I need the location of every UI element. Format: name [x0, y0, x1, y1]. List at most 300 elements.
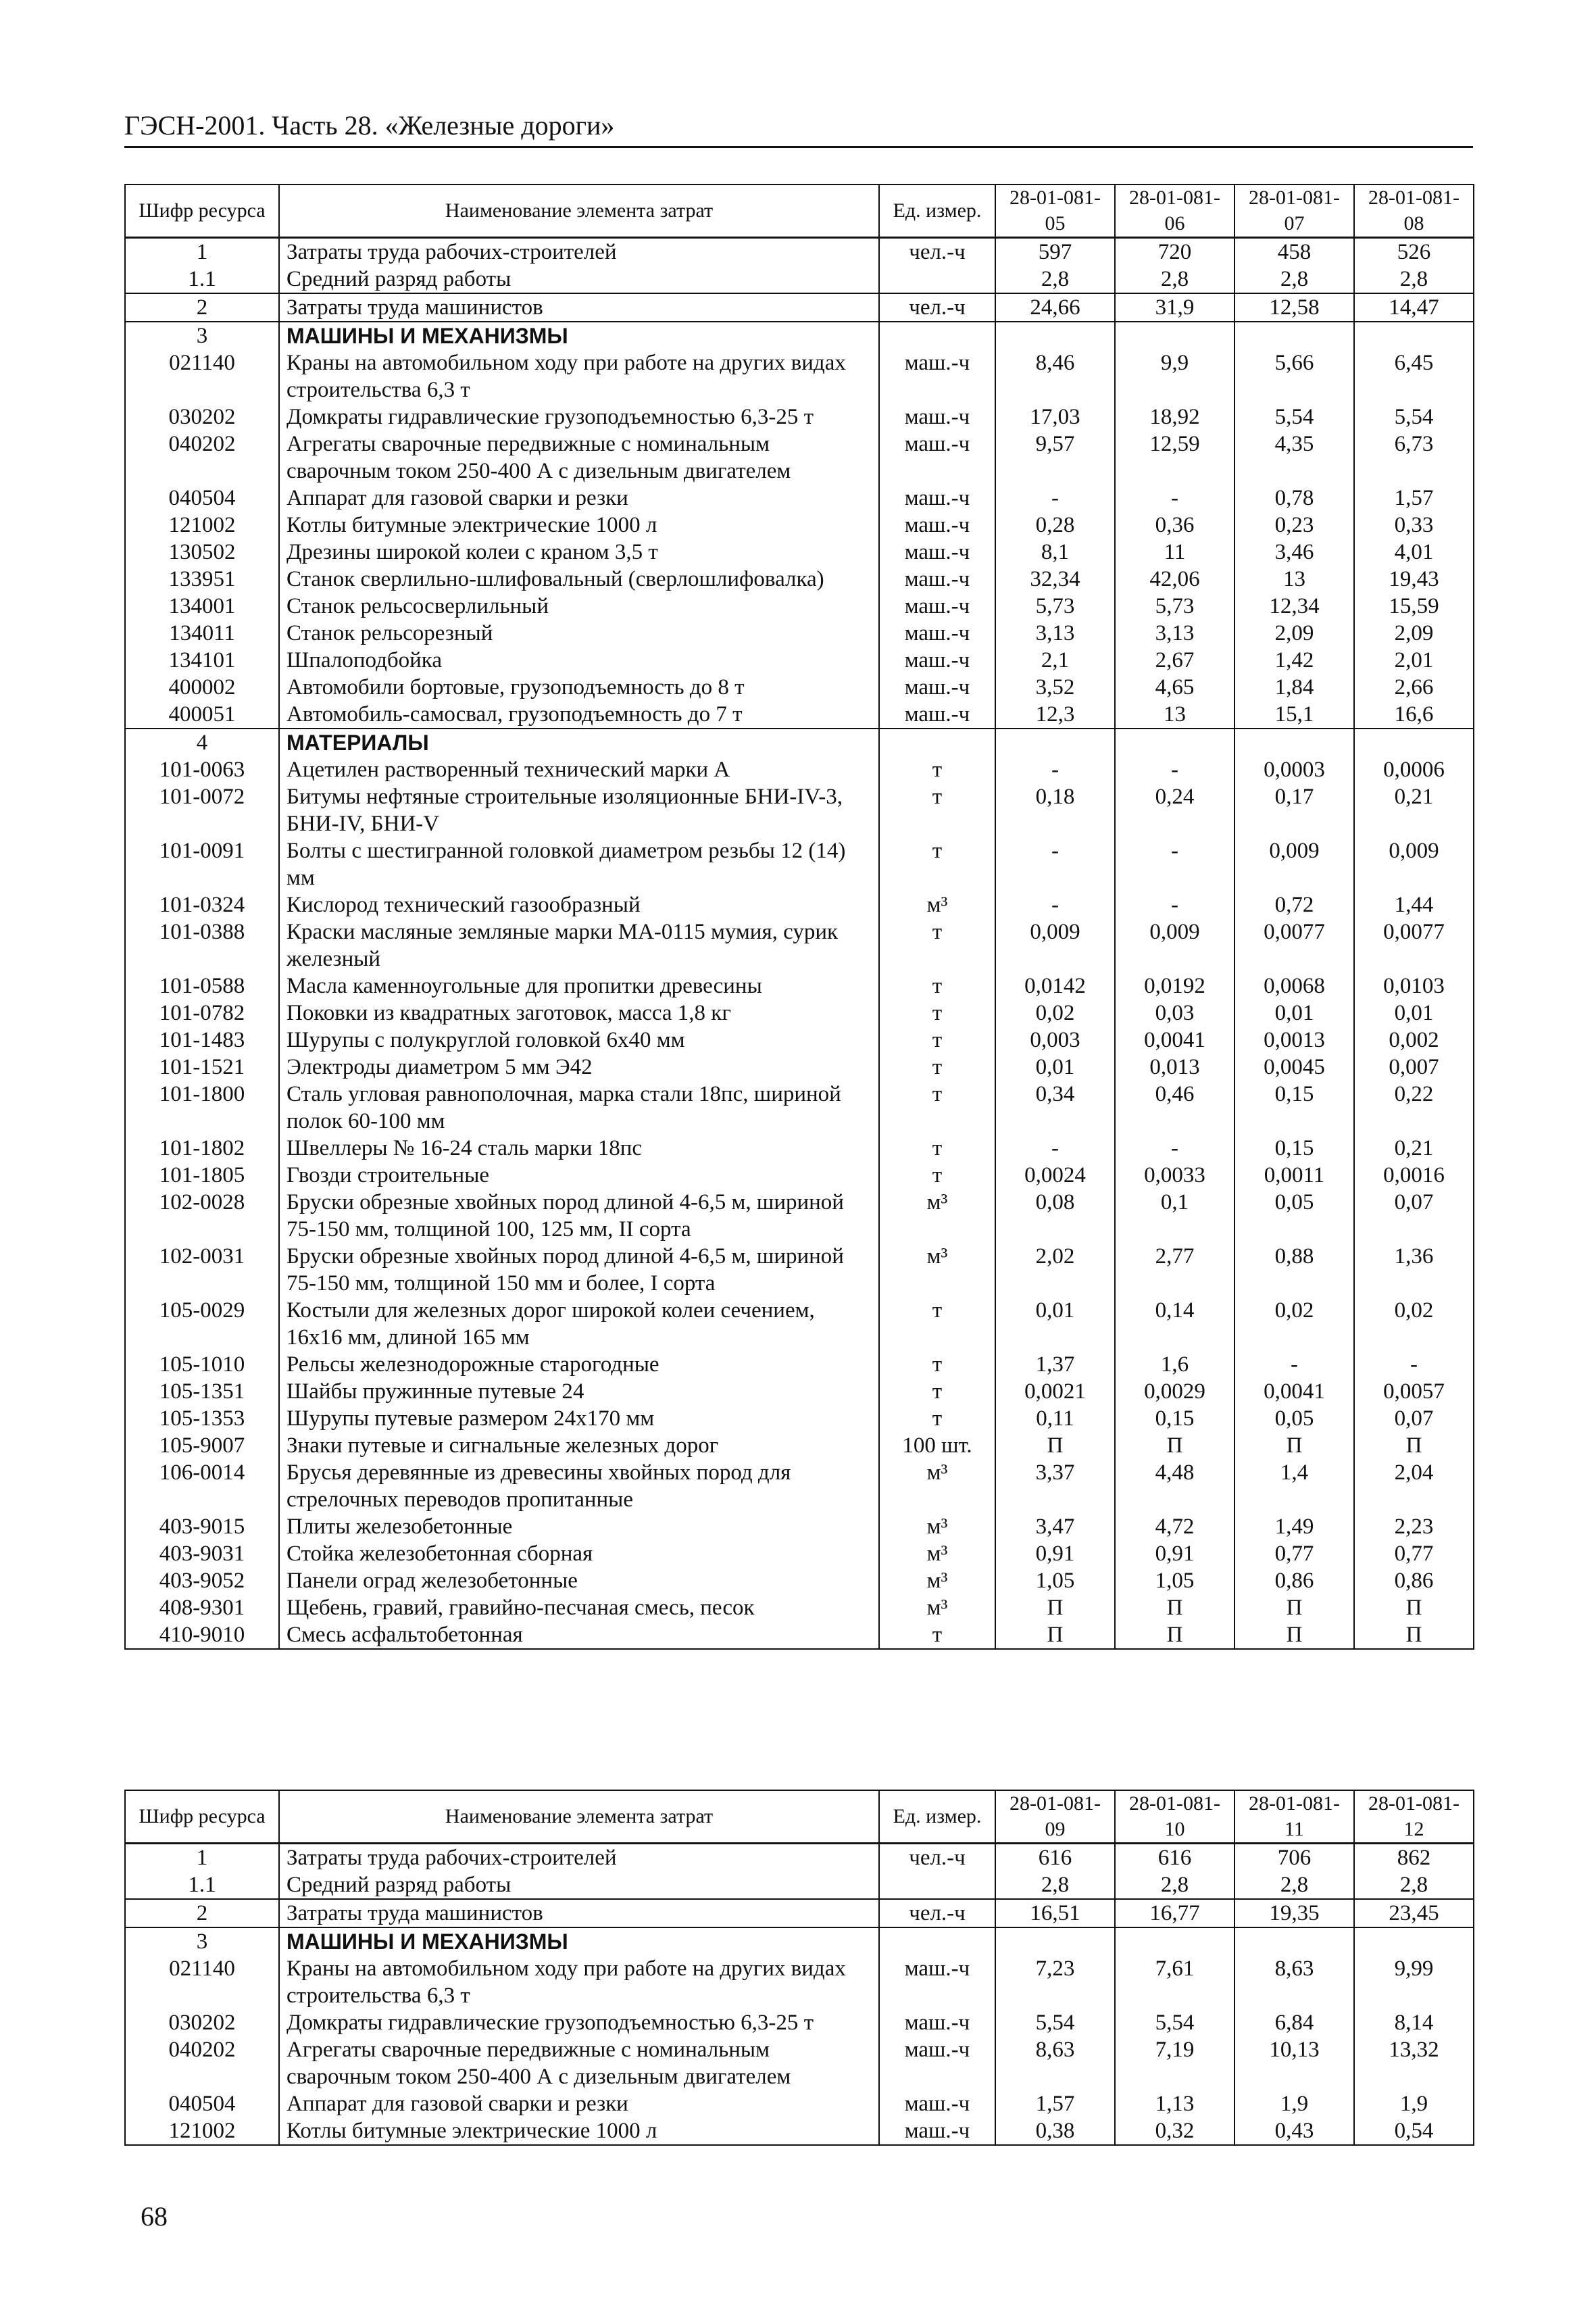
unit: маш.-ч	[879, 2009, 995, 2036]
norm-value	[1235, 729, 1354, 756]
norm-value: 2,8	[1354, 1871, 1474, 1899]
norm-value: 24,66	[995, 293, 1115, 322]
norm-value: 0,91	[995, 1540, 1115, 1567]
cost-item-name: Затраты труда машинистов	[279, 293, 879, 322]
table-row	[125, 1243, 1474, 1297]
norm-value: 0,0057	[1354, 1378, 1474, 1405]
norm-value: 458	[1235, 238, 1354, 266]
norm-value: -	[995, 485, 1115, 512]
table-row	[125, 1351, 1474, 1378]
norm-value: 1,9	[1235, 2090, 1354, 2117]
cost-item-name: Станок рельсорезный	[279, 620, 879, 647]
norm-value: 0,07	[1354, 1189, 1474, 1243]
norm-value: 4,48	[1115, 1459, 1235, 1513]
norm-value: 0,0033	[1115, 1162, 1235, 1189]
norm-value: 616	[1115, 1844, 1235, 1872]
table-row	[125, 1871, 1474, 1899]
norm-value: 2,1	[995, 647, 1115, 674]
header-col-4: 28-01-081-08	[1354, 184, 1474, 238]
norm-value: 1,05	[995, 1567, 1115, 1594]
norm-value: 0,05	[1235, 1405, 1354, 1432]
cost-item-name: Станок сверлильно-шлифовальный (сверлошлифовалка)	[279, 566, 879, 593]
norm-value: 0,0041	[1115, 1027, 1235, 1054]
resource-code: 040202	[125, 2036, 279, 2090]
unit: маш.-ч	[879, 2036, 995, 2090]
table-row	[125, 512, 1474, 539]
norm-value: 597	[995, 238, 1115, 266]
table-row	[125, 701, 1474, 729]
resource-code: 105-9007	[125, 1432, 279, 1459]
resource-code: 121002	[125, 2117, 279, 2145]
unit: т	[879, 1621, 995, 1649]
cost-item-name: Битумы нефтяные строительные изоляционные БНИ-IV-3, БНИ-IV, БНИ-V	[279, 783, 879, 837]
unit: маш.-ч	[879, 2117, 995, 2145]
norm-value: 0,46	[1115, 1081, 1235, 1135]
norm-value: 0,01	[1354, 1000, 1474, 1027]
header-col-2: 28-01-081-06	[1115, 184, 1235, 238]
norm-value: 0,77	[1354, 1540, 1474, 1567]
table-row	[125, 1054, 1474, 1081]
unit	[879, 1871, 995, 1899]
unit	[879, 322, 995, 349]
resource-code: 101-1800	[125, 1081, 279, 1135]
cost-item-name: Швеллеры № 16-24 сталь марки 18пс	[279, 1135, 879, 1162]
resource-code: 101-0063	[125, 756, 279, 783]
norm-value: 862	[1354, 1844, 1474, 1872]
norm-value: 9,57	[995, 430, 1115, 485]
norm-value: 10,13	[1235, 2036, 1354, 2090]
unit: т	[879, 1027, 995, 1054]
resource-code: 102-0028	[125, 1189, 279, 1243]
norm-value: 1,57	[995, 2090, 1115, 2117]
norm-value: 0,0103	[1354, 973, 1474, 1000]
cost-item-name: Домкраты гидравлические грузоподъемностью 6,3-25 т	[279, 2009, 879, 2036]
norm-value: 2,67	[1115, 647, 1235, 674]
unit: маш.-ч	[879, 485, 995, 512]
unit: м³	[879, 1513, 995, 1540]
resource-table-1	[124, 184, 1474, 1650]
unit: т	[879, 1297, 995, 1351]
norm-value: 0,0006	[1354, 756, 1474, 783]
norm-value: -	[995, 1135, 1115, 1162]
unit: т	[879, 1378, 995, 1405]
resource-code: 030202	[125, 2009, 279, 2036]
norm-value: 0,72	[1235, 891, 1354, 918]
resource-code: 105-0029	[125, 1297, 279, 1351]
norm-value: 616	[995, 1844, 1115, 1872]
unit: чел.-ч	[879, 1899, 995, 1927]
norm-value: 0,0077	[1354, 918, 1474, 973]
norm-value	[1115, 322, 1235, 349]
norm-value: 0,14	[1115, 1297, 1235, 1351]
unit: т	[879, 1162, 995, 1189]
norm-value: 19,35	[1235, 1899, 1354, 1927]
norm-value: 0,28	[995, 512, 1115, 539]
norm-value: 0,0142	[995, 973, 1115, 1000]
resource-code: 040504	[125, 485, 279, 512]
norm-value: 1,13	[1115, 2090, 1235, 2117]
resource-code: 2	[125, 293, 279, 322]
norm-value: -	[995, 756, 1115, 783]
norm-value: 13,32	[1354, 2036, 1474, 2090]
norm-value: 0,0192	[1115, 973, 1235, 1000]
norm-value: 16,51	[995, 1899, 1115, 1927]
norm-value: 5,54	[1115, 2009, 1235, 2036]
norm-value	[1354, 1927, 1474, 1955]
norm-value: 16,77	[1115, 1899, 1235, 1927]
norm-value: -	[995, 891, 1115, 918]
resource-code: 410-9010	[125, 1621, 279, 1649]
table-row	[125, 349, 1474, 403]
unit: маш.-ч	[879, 674, 995, 701]
norm-value: 0,009	[1354, 837, 1474, 891]
norm-value: 5,54	[1354, 403, 1474, 430]
resource-code: 101-0324	[125, 891, 279, 918]
resource-code: 403-9052	[125, 1567, 279, 1594]
resource-code: 105-1353	[125, 1405, 279, 1432]
resource-code: 101-1483	[125, 1027, 279, 1054]
norm-value: 0,013	[1115, 1054, 1235, 1081]
norm-value: 2,8	[1115, 1871, 1235, 1899]
norm-value: 3,13	[1115, 620, 1235, 647]
cost-item-name: Автомобили бортовые, грузоподъемность до 8 т	[279, 674, 879, 701]
unit: маш.-ч	[879, 349, 995, 403]
header-unit: Ед. измер.	[879, 1790, 995, 1844]
norm-value: 42,06	[1115, 566, 1235, 593]
unit: чел.-ч	[879, 293, 995, 322]
header-col-2: 28-01-081-10	[1115, 1790, 1235, 1844]
table-row	[125, 1844, 1474, 1872]
resource-code: 105-1010	[125, 1351, 279, 1378]
norm-value: 0,15	[1115, 1405, 1235, 1432]
unit: маш.-ч	[879, 2090, 995, 2117]
header-name: Наименование элемента затрат	[279, 1790, 879, 1844]
norm-value: 8,63	[995, 2036, 1115, 2090]
table-row	[125, 1459, 1474, 1513]
resource-code: 101-1802	[125, 1135, 279, 1162]
norm-value: 2,8	[995, 1871, 1115, 1899]
resource-code: 101-1805	[125, 1162, 279, 1189]
unit: м³	[879, 1567, 995, 1594]
norm-value: -	[1115, 891, 1235, 918]
norm-value: 0,91	[1115, 1540, 1235, 1567]
cost-item-name: Затраты труда рабочих-строителей	[279, 238, 879, 266]
norm-value: 1,37	[995, 1351, 1115, 1378]
norm-value: 0,02	[995, 1000, 1115, 1027]
unit: т	[879, 973, 995, 1000]
resource-code: 403-9031	[125, 1540, 279, 1567]
resource-code: 101-0782	[125, 1000, 279, 1027]
norm-value: 6,45	[1354, 349, 1474, 403]
table-row	[125, 674, 1474, 701]
header-col-3: 28-01-081-07	[1235, 184, 1354, 238]
norm-value: 3,37	[995, 1459, 1115, 1513]
table-header-row	[125, 184, 1474, 238]
table-row	[125, 1955, 1474, 2009]
unit: т	[879, 837, 995, 891]
cost-item-name: Гвозди строительные	[279, 1162, 879, 1189]
cost-item-name: Автомобиль-самосвал, грузоподъемность до 7 т	[279, 701, 879, 729]
unit: т	[879, 1135, 995, 1162]
norm-value: П	[1354, 1432, 1474, 1459]
header-col-1: 28-01-081-05	[995, 184, 1115, 238]
norm-value: 1,49	[1235, 1513, 1354, 1540]
table-header-row	[125, 1790, 1474, 1844]
norm-value: 0,01	[1235, 1000, 1354, 1027]
unit: т	[879, 1351, 995, 1378]
cost-item-name: Шурупы с полукруглой головкой 6х40 мм	[279, 1027, 879, 1054]
norm-value	[1235, 322, 1354, 349]
norm-value: 8,1	[995, 539, 1115, 566]
unit: м³	[879, 1189, 995, 1243]
unit: маш.-ч	[879, 430, 995, 485]
resource-code: 040504	[125, 2090, 279, 2117]
resource-code: 021140	[125, 1955, 279, 2009]
norm-value: 31,9	[1115, 293, 1235, 322]
page-number: 68	[141, 2201, 168, 2232]
norm-value: 0,009	[1115, 918, 1235, 973]
norm-value: 0,54	[1354, 2117, 1474, 2145]
norm-value: 0,86	[1354, 1567, 1474, 1594]
table-row	[125, 1189, 1474, 1243]
unit: т	[879, 756, 995, 783]
norm-value: 2,8	[995, 266, 1115, 293]
norm-value: 1,84	[1235, 674, 1354, 701]
cost-item-name: Краны на автомобильном ходу при работе на других видах строительства 6,3 т	[279, 1955, 879, 2009]
norm-value: -	[1235, 1351, 1354, 1378]
cost-item-name: Плиты железобетонные	[279, 1513, 879, 1540]
norm-value: 0,11	[995, 1405, 1115, 1432]
norm-value: П	[1235, 1621, 1354, 1649]
table-row	[125, 1540, 1474, 1567]
unit: м³	[879, 1540, 995, 1567]
cost-item-name: Станок рельсосверлильный	[279, 593, 879, 620]
norm-value: 32,34	[995, 566, 1115, 593]
unit: маш.-ч	[879, 512, 995, 539]
norm-value: 0,0024	[995, 1162, 1115, 1189]
norm-value: 0,78	[1235, 485, 1354, 512]
cost-item-name: Костыли для железных дорог широкой колеи сечением, 16х16 мм, длиной 165 мм	[279, 1297, 879, 1351]
table-row	[125, 593, 1474, 620]
cost-item-name: Аппарат для газовой сварки и резки	[279, 485, 879, 512]
header-name: Наименование элемента затрат	[279, 184, 879, 238]
norm-value: 0,21	[1354, 1135, 1474, 1162]
norm-value: 2,66	[1354, 674, 1474, 701]
table-row	[125, 2009, 1474, 2036]
norm-value: 0,0021	[995, 1378, 1115, 1405]
resource-code: 1.1	[125, 1871, 279, 1899]
norm-value: 0,01	[995, 1054, 1115, 1081]
norm-value: П	[1354, 1594, 1474, 1621]
norm-value: П	[1115, 1432, 1235, 1459]
unit: т	[879, 918, 995, 973]
norm-value: П	[1354, 1621, 1474, 1649]
cost-item-name: МАТЕРИАЛЫ	[279, 729, 879, 756]
cost-item-name: Знаки путевые и сигнальные железных дорог	[279, 1432, 879, 1459]
norm-value: 23,45	[1354, 1899, 1474, 1927]
resource-code: 1	[125, 1844, 279, 1872]
norm-value: 2,01	[1354, 647, 1474, 674]
norm-value: 7,19	[1115, 2036, 1235, 2090]
header-col-1: 28-01-081-09	[995, 1790, 1115, 1844]
norm-value	[1354, 729, 1474, 756]
norm-value: 4,72	[1115, 1513, 1235, 1540]
table-row	[125, 539, 1474, 566]
resource-code: 133951	[125, 566, 279, 593]
table-row	[125, 430, 1474, 485]
norm-value: 0,003	[995, 1027, 1115, 1054]
norm-value: 0,88	[1235, 1243, 1354, 1297]
norm-value: 15,1	[1235, 701, 1354, 729]
cost-item-name: Рельсы железнодорожные старогодные	[279, 1351, 879, 1378]
norm-value: 12,59	[1115, 430, 1235, 485]
unit: т	[879, 1081, 995, 1135]
norm-value: 0,0045	[1235, 1054, 1354, 1081]
norm-value: 5,66	[1235, 349, 1354, 403]
norm-value	[995, 1927, 1115, 1955]
norm-value: 0,34	[995, 1081, 1115, 1135]
norm-value: 0,38	[995, 2117, 1115, 2145]
norm-value: -	[995, 837, 1115, 891]
cost-item-name: Масла каменноугольные для пропитки древесины	[279, 973, 879, 1000]
resource-code: 021140	[125, 349, 279, 403]
table-row	[125, 918, 1474, 973]
unit: т	[879, 1000, 995, 1027]
norm-value: 0,07	[1354, 1405, 1474, 1432]
table-row	[125, 1405, 1474, 1432]
cost-item-name: Затраты труда рабочих-строителей	[279, 1844, 879, 1872]
cost-item-name: Краны на автомобильном ходу при работе на других видах строительства 6,3 т	[279, 349, 879, 403]
unit: 100 шт.	[879, 1432, 995, 1459]
cost-item-name: Агрегаты сварочные передвижные с номинальным сварочным током 250-400 А с дизельным двигателем	[279, 2036, 879, 2090]
norm-value: 0,007	[1354, 1054, 1474, 1081]
resource-code: 101-0072	[125, 783, 279, 837]
resource-code: 101-0388	[125, 918, 279, 973]
header-col-3: 28-01-081-11	[1235, 1790, 1354, 1844]
cost-item-name: Котлы битумные электрические 1000 л	[279, 2117, 879, 2145]
resource-code: 102-0031	[125, 1243, 279, 1297]
norm-value: 0,0041	[1235, 1378, 1354, 1405]
table-row	[125, 1432, 1474, 1459]
cost-item-name: Агрегаты сварочные передвижные с номинальным сварочным током 250-400 А с дизельным двигателем	[279, 430, 879, 485]
resource-code: 1	[125, 238, 279, 266]
norm-value: 2,8	[1354, 266, 1474, 293]
norm-value: 0,0003	[1235, 756, 1354, 783]
table-row	[125, 647, 1474, 674]
resource-code: 130502	[125, 539, 279, 566]
norm-value: -	[1115, 837, 1235, 891]
norm-value: 0,0011	[1235, 1162, 1354, 1189]
norm-value	[1115, 1927, 1235, 1955]
norm-value: 13	[1115, 701, 1235, 729]
norm-value: 1,42	[1235, 647, 1354, 674]
norm-value: 12,34	[1235, 593, 1354, 620]
norm-value: П	[1115, 1594, 1235, 1621]
norm-value: 0,009	[1235, 837, 1354, 891]
norm-value: 8,46	[995, 349, 1115, 403]
norm-value: 3,13	[995, 620, 1115, 647]
norm-value: -	[1115, 485, 1235, 512]
norm-value: 0,36	[1115, 512, 1235, 539]
unit: м³	[879, 1243, 995, 1297]
header-code: Шифр ресурса	[125, 1790, 279, 1844]
norm-value: -	[1354, 1351, 1474, 1378]
norm-value: П	[995, 1432, 1115, 1459]
unit: маш.-ч	[879, 1955, 995, 2009]
table-row	[125, 1567, 1474, 1594]
table-row	[125, 837, 1474, 891]
resource-code: 403-9015	[125, 1513, 279, 1540]
table-row	[125, 620, 1474, 647]
cost-item-name: Электроды диаметром 5 мм Э42	[279, 1054, 879, 1081]
table-row	[125, 891, 1474, 918]
cost-item-name: Котлы битумные электрические 1000 л	[279, 512, 879, 539]
norm-value: 8,63	[1235, 1955, 1354, 2009]
norm-value: 19,43	[1354, 566, 1474, 593]
norm-value	[995, 322, 1115, 349]
table-row	[125, 266, 1474, 293]
cost-item-name: Щебень, гравий, гравийно-песчаная смесь, песок	[279, 1594, 879, 1621]
norm-value	[995, 729, 1115, 756]
norm-value: 6,73	[1354, 430, 1474, 485]
norm-value: 1,4	[1235, 1459, 1354, 1513]
table-row	[125, 403, 1474, 430]
resource-table-2	[124, 1790, 1474, 2146]
unit: маш.-ч	[879, 593, 995, 620]
norm-value: 0,23	[1235, 512, 1354, 539]
resource-code: 134101	[125, 647, 279, 674]
norm-value: 15,59	[1354, 593, 1474, 620]
unit: м³	[879, 1459, 995, 1513]
resource-code: 134011	[125, 620, 279, 647]
norm-value: 2,02	[995, 1243, 1115, 1297]
norm-value: 6,84	[1235, 2009, 1354, 2036]
norm-value: 0,0013	[1235, 1027, 1354, 1054]
section-row	[125, 1927, 1474, 1955]
resource-code: 121002	[125, 512, 279, 539]
norm-value: 0,02	[1235, 1297, 1354, 1351]
norm-value: 1,36	[1354, 1243, 1474, 1297]
norm-value: 2,23	[1354, 1513, 1474, 1540]
norm-value: 1,57	[1354, 485, 1474, 512]
norm-value: 5,54	[1235, 403, 1354, 430]
table-row	[125, 1378, 1474, 1405]
norm-value: 0,77	[1235, 1540, 1354, 1567]
table-row	[125, 1000, 1474, 1027]
unit: м³	[879, 891, 995, 918]
norm-value: 8,14	[1354, 2009, 1474, 2036]
cost-item-name: Бруски обрезные хвойных пород длиной 4-6,5 м, шириной 75-150 мм, толщиной 150 мм и более, I сорта	[279, 1243, 879, 1297]
table-row	[125, 1899, 1474, 1927]
norm-value: 2,09	[1354, 620, 1474, 647]
norm-value	[1115, 729, 1235, 756]
norm-value: 12,58	[1235, 293, 1354, 322]
cost-item-name: Средний разряд работы	[279, 1871, 879, 1899]
cost-item-name: Бруски обрезные хвойных пород длиной 4-6,5 м, шириной 75-150 мм, толщиной 100, 125 мм, II сорта	[279, 1189, 879, 1243]
cost-item-name: МАШИНЫ И МЕХАНИЗМЫ	[279, 322, 879, 349]
norm-value: 0,15	[1235, 1081, 1354, 1135]
norm-value: 5,54	[995, 2009, 1115, 2036]
cost-item-name: Ацетилен растворенный технический марки А	[279, 756, 879, 783]
unit	[879, 1927, 995, 1955]
norm-value: -	[1115, 756, 1235, 783]
cost-item-name: МАШИНЫ И МЕХАНИЗМЫ	[279, 1927, 879, 1955]
cost-item-name: Сталь угловая равнополочная, марка стали 18пс, шириной полок 60-100 мм	[279, 1081, 879, 1135]
norm-value: 9,99	[1354, 1955, 1474, 2009]
norm-value: 720	[1115, 238, 1235, 266]
norm-value: 0,002	[1354, 1027, 1474, 1054]
norm-value: 526	[1354, 238, 1474, 266]
